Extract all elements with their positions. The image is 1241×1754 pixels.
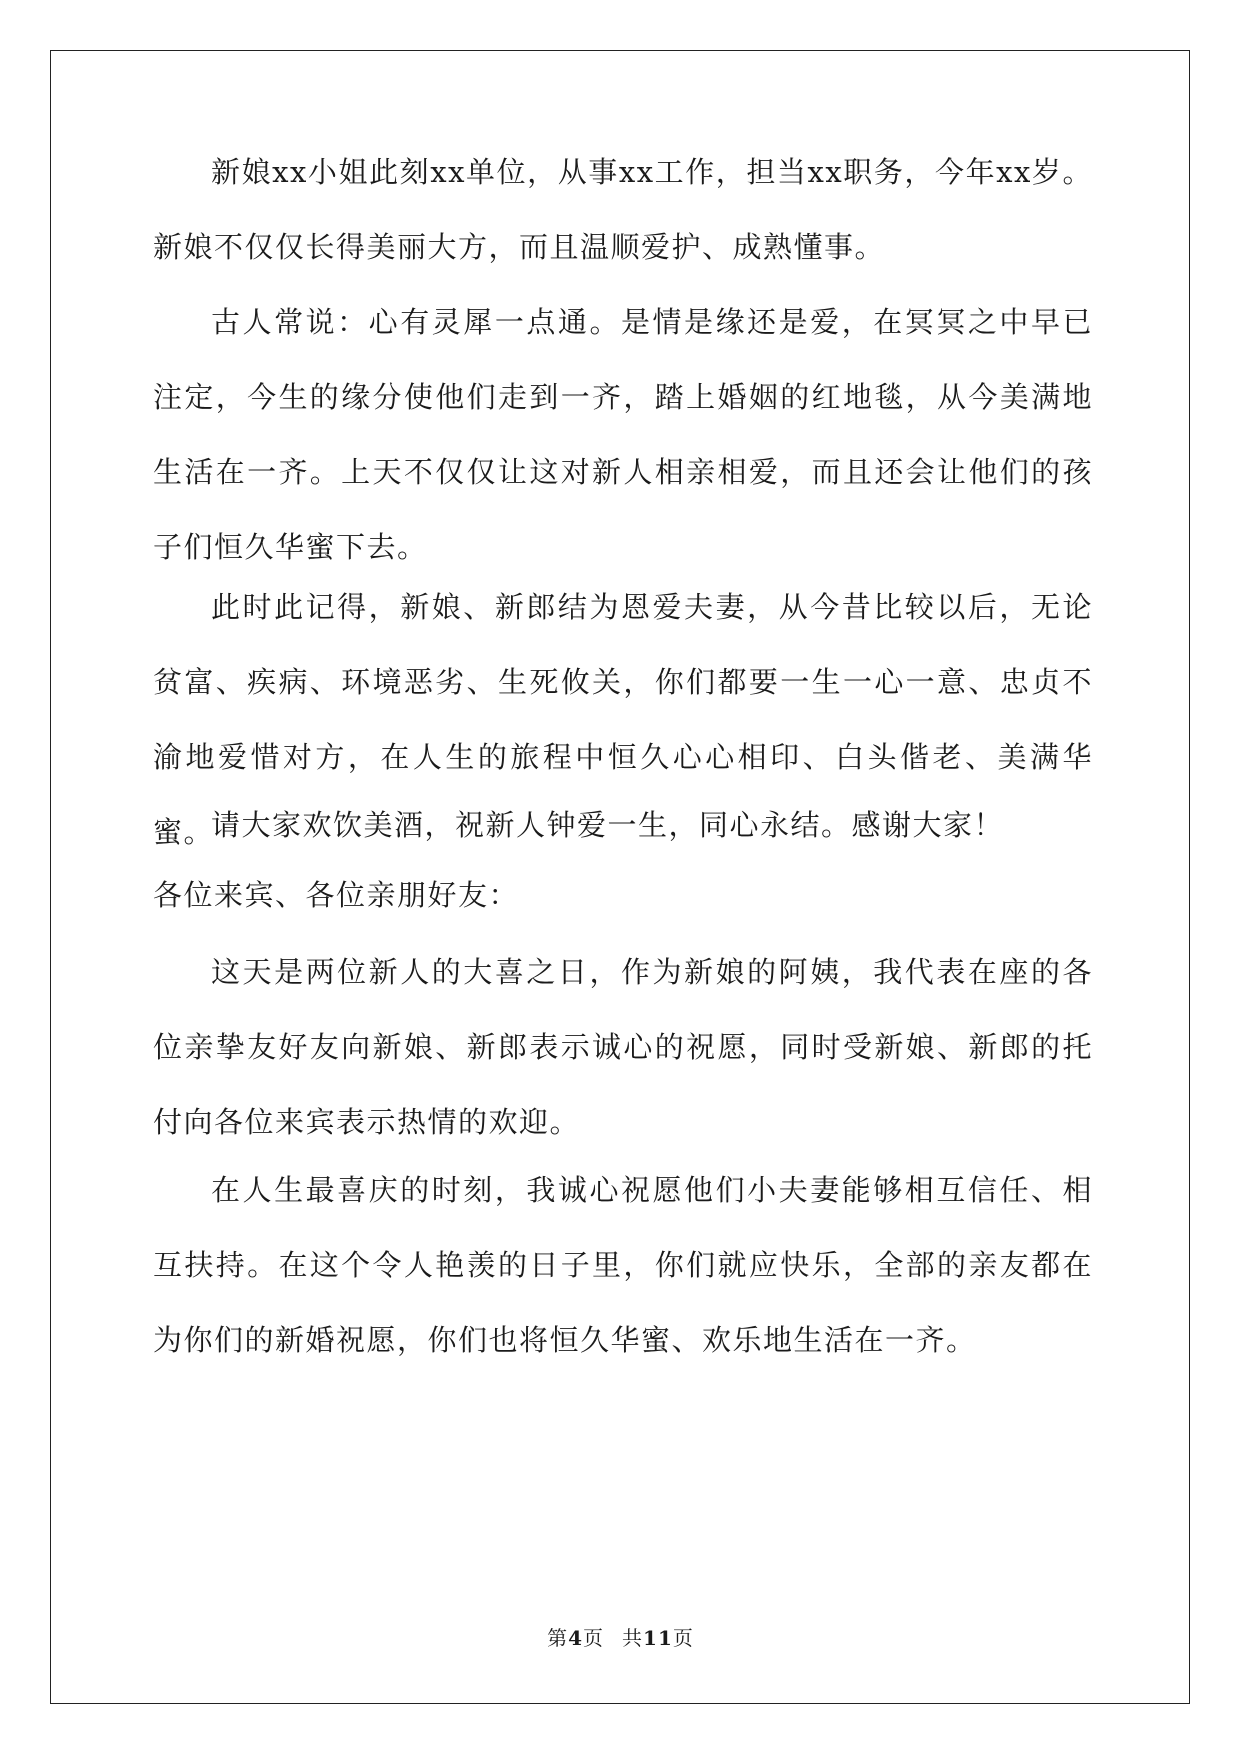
footer-prefix: 第 [547, 1626, 569, 1650]
page-footer [0, 1622, 1241, 1651]
paragraph-welcome: 这天是两位新人的大喜之日，作为新娘的阿姨，我代表在座的各位亲挚友好友向新娘、新郎表示诚心的祝愿，同时受新娘、新郎的托付向各位来宾表示热情的欢迎。 [153, 955, 1093, 1139]
footer-total-suffix: 页 [672, 1626, 694, 1650]
paragraph-blessing: 在人生最喜庆的时刻，我诚心祝愿他们小夫妻能够相互信任、相互扶持。在这个令人艳羡的日子里，你们就应快乐，全部的亲友都在为你们的新婚祝愿，你们也将恒久华蜜、欢乐地生活在一齐。 [153, 1173, 1093, 1357]
paragraph-vows: 此时此记得，新娘、新郎结为恩爱夫妻，从今昔比较以后，无论贫富、疾病、环境恶劣、生死攸关，你们都要一生一心一意、忠贞不渝地爱惜对方，在人生的旅程中恒久心心相印、白头偕老、美满华蜜。 [153, 590, 1093, 849]
footer-page-number: 4 [568, 1626, 584, 1650]
paragraph-toast: 请大家欢饮美酒，祝新人钟爱一生，同心永结。感谢大家！ [211, 808, 1005, 842]
paragraph-greeting: 各位来宾、各位亲朋好友： [153, 878, 520, 912]
paragraph-destiny: 古人常说：心有灵犀一点通。是情是缘还是爱，在冥冥之中早已注定，今生的缘分使他们走到一齐，踏上婚姻的红地毯，从今美满地生活在一齐。上天不仅仅让这对新人相亲相爱，而且还会让他们的孩子们恒久华蜜下去。 [153, 305, 1093, 564]
paragraph-bride-intro: 新娘xx小姐此刻xx单位，从事xx工作，担当xx职务，今年xx岁。新娘不仅仅长得美丽大方，而且温顺爱护、成熟懂事。 [153, 155, 1093, 264]
footer-total-pages: 11 [643, 1626, 673, 1650]
footer-total-prefix: 共 [622, 1626, 644, 1650]
footer-page-suffix: 页 [583, 1626, 605, 1650]
